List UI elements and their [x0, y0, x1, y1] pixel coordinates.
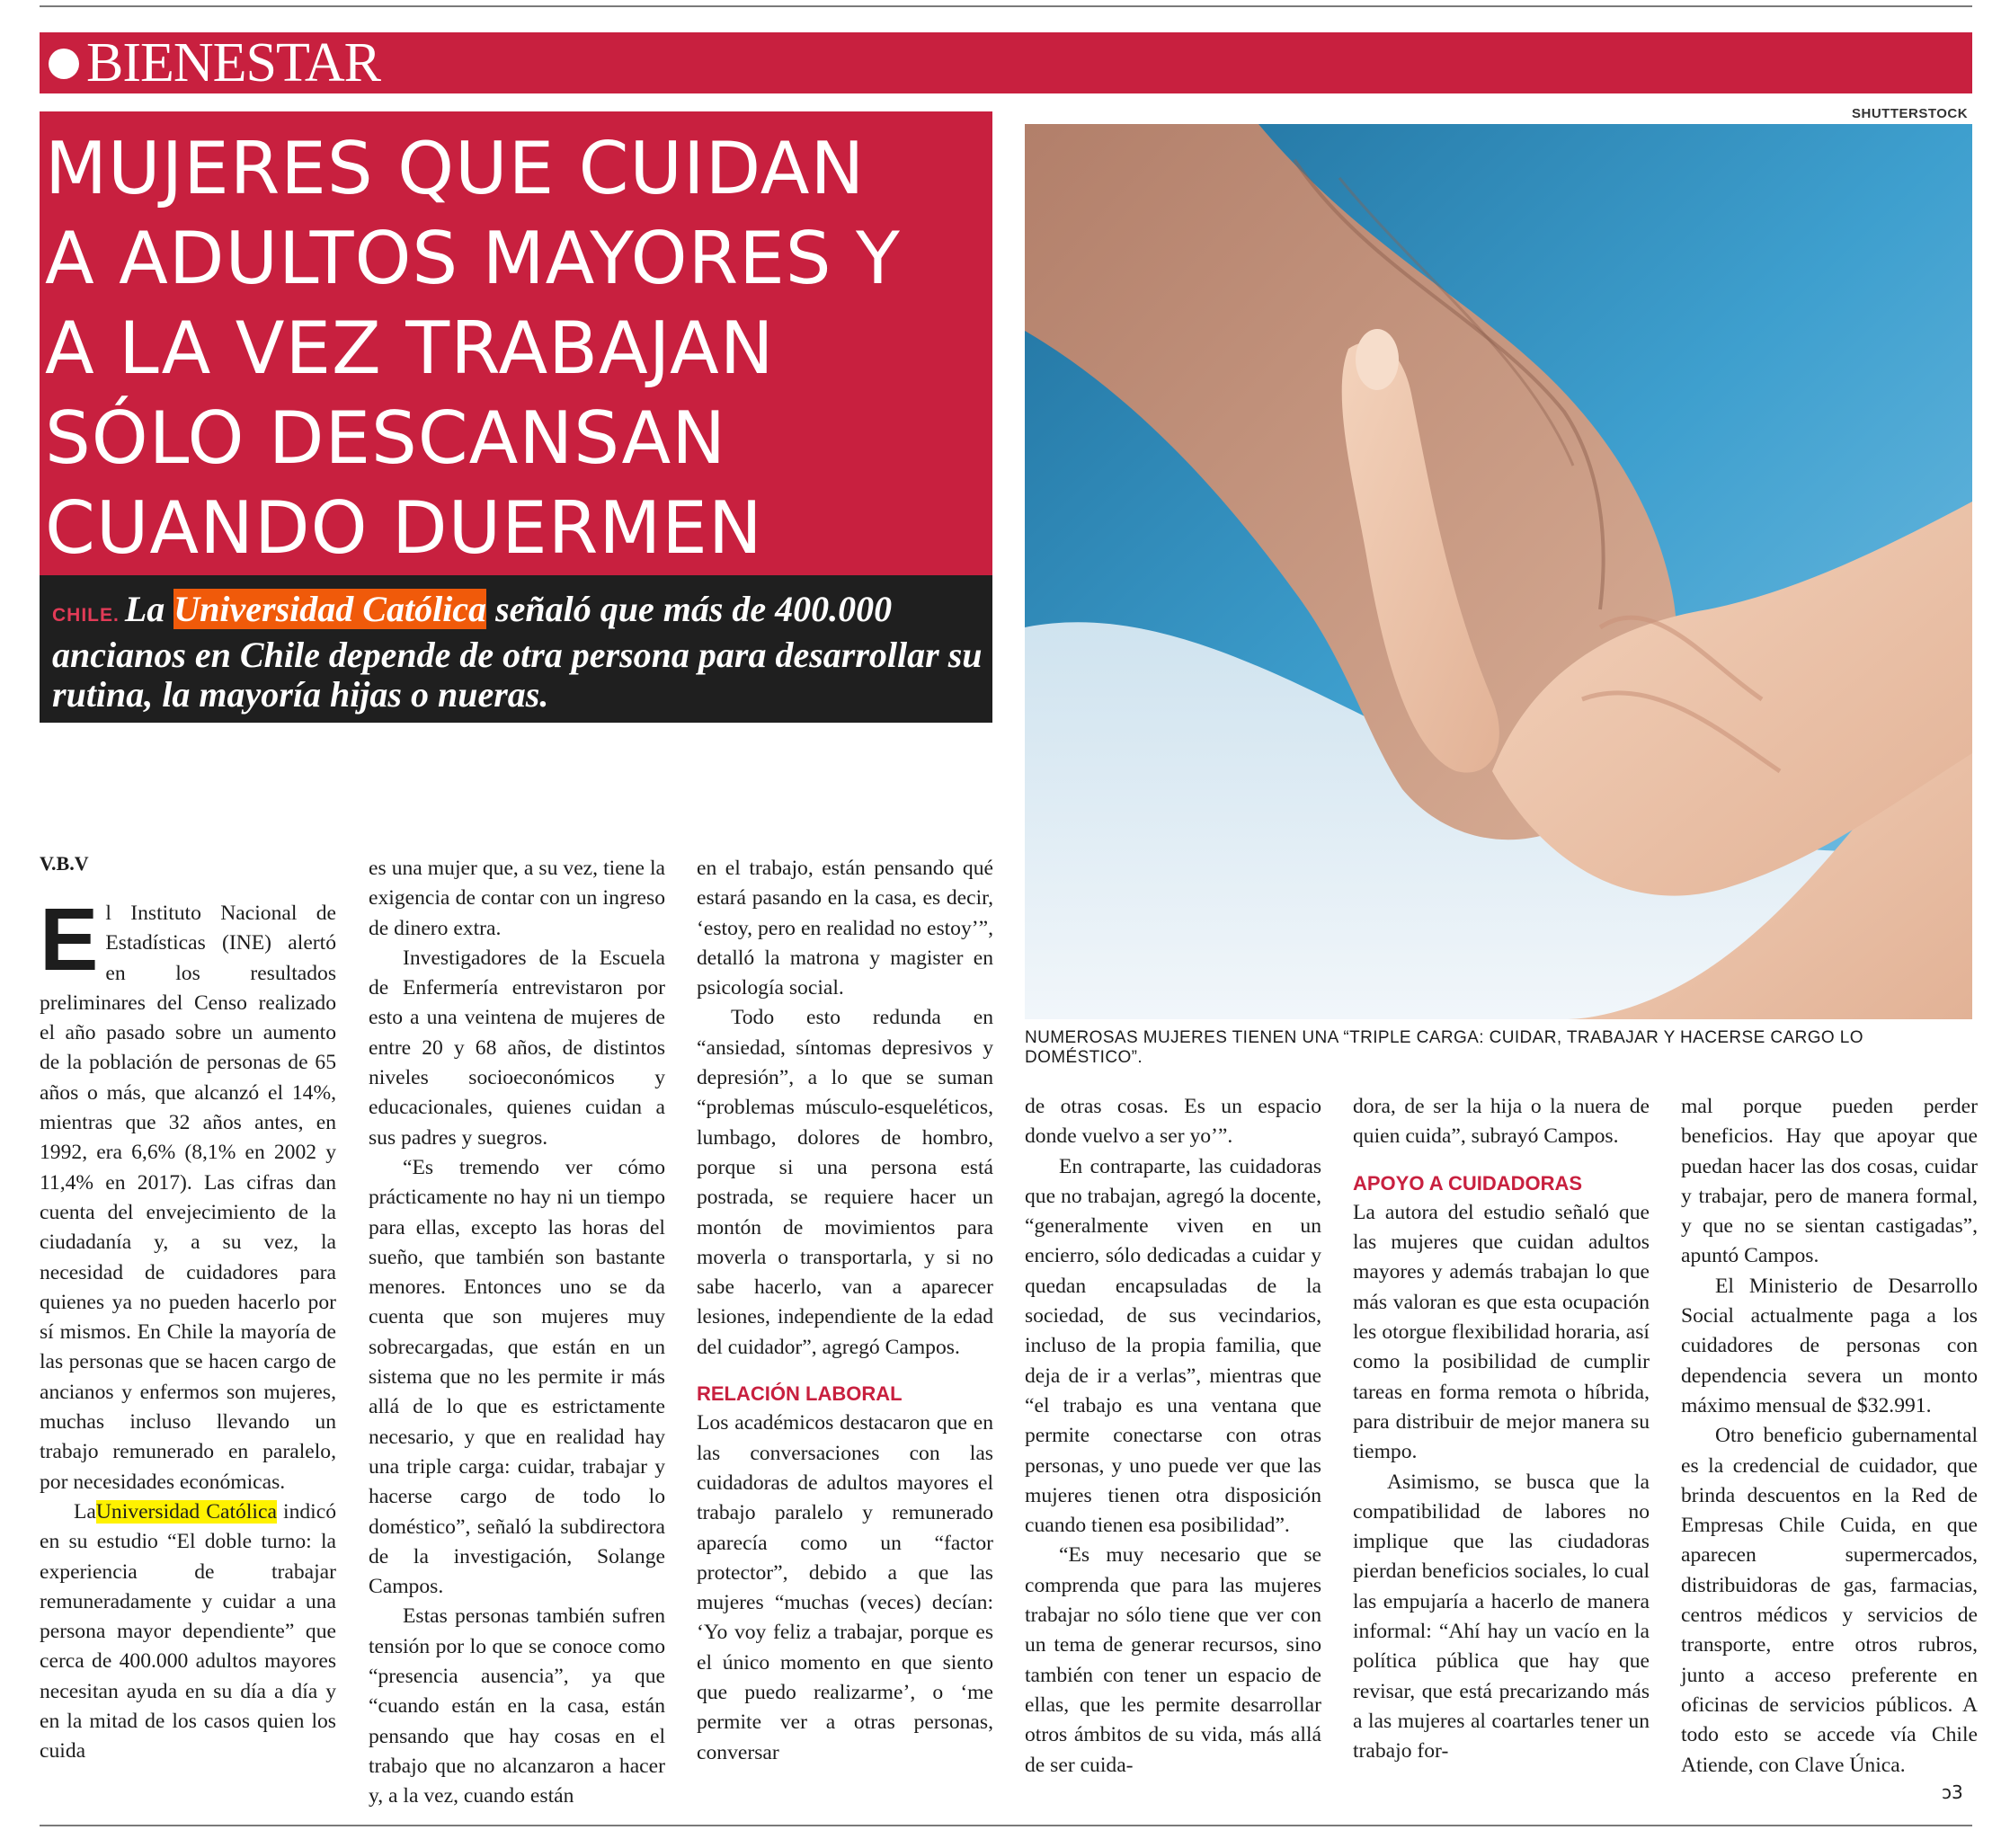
paragraph: en el trabajo, están pensando qué estará pasando en la casa, es decir, ‘estoy, pero en realidad no estoy’”, detalló la matrona y magister en psicología social. [697, 857, 993, 1000]
deck [52, 590, 983, 715]
paragraph: Otro beneficio gubernamental es la credencial de cuidador, que brinda descuentos en la Red de Empresas Chile Cuida, en que aparecen supermercados, distribuidoras de gas, farmacias, centros médicos y servicios de transporte, entre otros rubros, junto a acceso preferente en oficinas de servicios públicos. A todo esto se accede vía Chile Atiende, con Clave Única. [1681, 1424, 1978, 1777]
paragraph: dora, de ser la hija o la nuera de quien cuida”, subrayó Campos. [1353, 1095, 1650, 1149]
paragraph: “Es tremendo ver cómo prácticamente no hay ni un tiempo para ellas, excepto las horas del sueño, que también son bastante menores. Entonces uno se da cuenta que son mujeres muy sobrecargadas, que están en un sistema que no les permite ir más allá de lo que es estrictamente necesario, y que en realidad hay una triple carga: cuidar, trabajar y hacerse cargo de todo lo doméstico”, señaló la subdirectora de la investigación, Solange Campos. [369, 1155, 665, 1599]
deck-highlight: Universidad Católica [173, 589, 487, 629]
paragraph [40, 890, 336, 1497]
article-column-6 [1681, 1092, 1978, 1781]
paragraph: “Es muy necesario que se comprenda que para las mujeres trabajar no sólo tiene que ver con un tema de generar recursos, sino también con tener un espacio de ellas, que les permite desarrollar otros ámbitos de su vida, más allá de ser cuida- [1025, 1543, 1321, 1777]
byline: V.B.V [40, 852, 89, 875]
subheading: APOYO A CUIDADORAS [1353, 1171, 1583, 1195]
headline-line: MUJERES QUE CUIDAN [45, 127, 866, 210]
section-bullet-icon [49, 49, 79, 79]
subheading: RELACIÓN LABORAL [697, 1382, 903, 1406]
paragraph: Los académicos destacaron que en las conversaciones con las cuidadoras de adultos mayores el trabajo paralelo y remunerado aparecía como un “factor protector”, debido a que las mujeres “muchas (veces) decían: ‘Yo voy feliz a trabajar, porque es el único momento en que siento que puedo realizarme’, o ‘me permite ver a otras personas, conversar [697, 1411, 993, 1764]
headline-line: A ADULTOS MAYORES Y [45, 217, 901, 300]
paragraph: Estas personas también sufren tensión por lo que se conoce como “presencia ausencia”, ya que “cuando están en la casa, están pensando que hay cosas en el trabajo que no alcanzaron a hacer y, a la vez, cuando están [369, 1604, 665, 1808]
article-photo [1025, 124, 1972, 1019]
article-column-2 [369, 854, 665, 1812]
highlighted-text: Universidad Católica [95, 1499, 277, 1524]
deck-box [40, 575, 992, 723]
paragraph-text: La [74, 1499, 96, 1524]
drop-cap: E [40, 890, 99, 989]
bottom-rule [40, 1825, 1972, 1826]
section-bar [40, 32, 1972, 93]
top-rule [40, 5, 1972, 7]
photo-credit: SHUTTERSTOCK [1852, 106, 1969, 121]
headline-box [40, 111, 992, 575]
article-column-4 [1025, 1092, 1321, 1781]
headline-line: SÓLO DESCANSAN [45, 396, 727, 480]
paragraph: mal porque pueden perder beneficios. Hay que apoyar que puedan hacer las dos cosas, cuidar y trabajar, pero de manera formal, y que no se sientan castigadas”, apuntó Campos. [1681, 1095, 1978, 1268]
section-label: BIENESTAR [86, 32, 381, 93]
headline [45, 124, 974, 573]
article-column-1 [40, 890, 336, 1767]
paragraph: El Ministerio de Desarrollo Social actualmente paga a los cuidadores de personas con dependencia severa un monto máximo mensual de $32.991. [1681, 1274, 1978, 1417]
paragraph: es una mujer que, a su vez, tiene la exigencia de contar con un ingreso de dinero extra. [369, 857, 665, 940]
deck-text: señaló que más de 400.000 ancianos en Chile depende de otra persona para desarrollar su rutina, la mayoría hijas o nueras. [52, 589, 983, 715]
paragraph [40, 1497, 336, 1767]
deck-text: La [124, 589, 165, 629]
article-column-5 [1353, 1092, 1650, 1767]
headline-line: CUANDO DUERMEN [45, 486, 763, 570]
photo-caption: NUMEROSAS MUJERES TIENEN UNA “TRIPLE CARGA: CUIDAR, TRABAJAR Y HACERSE CARGO LO DOMÉSTICO”. [1025, 1028, 1863, 1067]
paragraph: Todo esto redunda en “ansiedad, síntomas depresivos y depresión”, a lo que se suman “problemas músculo-esqueléticos, lumbago, dolores de hombro, porque si una persona está postrada, se requiere hacer un montón de movimientos para moverla o transportarla, y si no sabe hacerlo, van a aparecer lesiones, independiente de la edad del cuidador”, agregó Campos. [697, 1006, 993, 1359]
paragraph-text: l Instituto Nacional de Estadísticas (INE) alertó en los resultados preliminares del Censo realizado el año pasado sobre un aumento de la población de personas de 65 años o más, que alcanzó el 14%, mientras que 32 años antes, en 1992, era 6,6% (8,1% en 2002 y 11,4% en 2017). Las cifras dan cuenta del envejecimiento de la ciudadanía y, a su vez, la necesidad de cuidadores para quienes ya no pueden hacerlo por sí mismos. En Chile la mayoría de las personas que se hacen cargo de ancianos y enfermos son mujeres, muchas incluso llevando un trabajo remunerado en paralelo, por necesidades económicas. [40, 902, 336, 1494]
deck-lead: CHILE. [52, 605, 120, 626]
paragraph: La autora del estudio señaló que las mujeres que cuidan adultos mayores y además trabajan lo que más valoran es que esta ocupación les otorgue flexibilidad horaria, así como la posibilidad de cumplir tareas en forma remota o híbrida, para distribuir de mejor manera su tiempo. [1353, 1200, 1650, 1464]
article-column-3 [697, 854, 993, 1768]
paragraph-text: indicó en su estudio “El doble turno: la experiencia de trabajar remuneradamente y cuidar a una persona mayor dependiente” que cerca de 400.000 adultos mayores necesitan ayuda en su día a día y en la mitad de los casos quien los cuida [40, 1499, 336, 1764]
paragraph: Investigadores de la Escuela de Enfermería entrevistaron por esto a una veintena de mujeres de entre 20 y 68 años, de distintos niveles socioeconómicos y educacionales, quienes cuidan a sus padres y suegros. [369, 946, 665, 1150]
paragraph: En contraparte, las cuidadoras que no trabajan, agregó la docente, “generalmente viven en un encierro, sólo dedicadas a cuidar y quedan encapsuladas de la sociedad, de sus vecindarios, incluso de la propia familia, que deja de ir a verlas”, mientras que “el trabajo es una ventana que permite conectarse con otras personas, y uno puede ver que las mujeres tienen otra disposición cuando tienen esa posibilidad”. [1025, 1154, 1321, 1538]
paragraph: Asimismo, se busca que la compatibilidad de labores no implique que las ciudadoras pierdan beneficios sociales, lo cual las empujaría a hacerlo de manera informal: “Ahí hay un vacío en la política pública que hay que revisar, que está precarizando más a las mujeres al coartarles tener un trabajo for- [1353, 1470, 1650, 1764]
headline-line: A LA VEZ TRABAJAN [45, 307, 775, 390]
hands-illustration [1025, 124, 1972, 1019]
paragraph: de otras cosas. Es un espacio donde vuelvo a ser yo’”. [1025, 1095, 1321, 1149]
end-of-article-mark: ↄ3 [1942, 1781, 1963, 1803]
